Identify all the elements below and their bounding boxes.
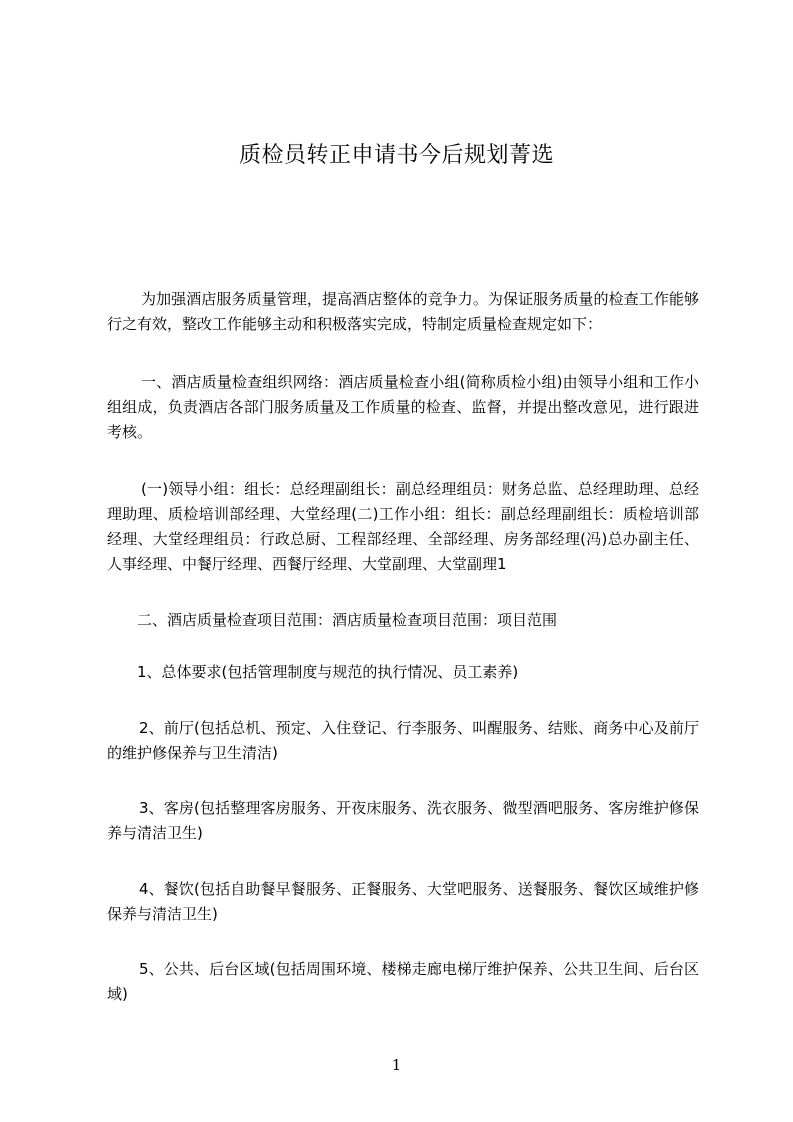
- paragraph-intro: 为加强酒店服务质量管理，提高酒店整体的竞争力。为保证服务质量的检查工作能够行之有效，整改工作能够主动和积极落实完成，特制定质量检查规定如下：: [107, 290, 699, 333]
- document-title: 质检员转正申请书今后规划菁选: [238, 143, 554, 168]
- paragraph-section-1: 一、酒店质量检查组织网络：酒店质量检查小组(简称质检小组)由领导小组和工作小组组成，负责酒店各部门服务质量及工作质量的检查、监督，并提出整改意见，进行跟进考核。: [107, 373, 699, 441]
- list-item-5: 5、公共、后台区域(包括周围环境、楼梯走廊电梯厅维护保养、公共卫生间、后台区域): [107, 960, 699, 1003]
- page-number: 1: [391, 1056, 402, 1074]
- list-item-3: 3、客房(包括整理客房服务、开夜床服务、洗衣服务、微型酒吧服务、客房维护修保养与清洁卫生): [107, 799, 699, 842]
- list-item-1: 1、总体要求(包括管理制度与规范的执行情况、员工素养): [137, 663, 519, 681]
- list-item-2: 2、前厅(包括总机、预定、入住登记、行李服务、叫醒服务、结账、商务中心及前厅的维护修保养与卫生清洁): [107, 719, 699, 762]
- paragraph-section-2: 二、酒店质量检查项目范围：酒店质量检查项目范围：项目范围: [137, 611, 558, 629]
- list-item-4: 4、餐饮(包括自助餐早餐服务、正餐服务、大堂吧服务、送餐服务、餐饮区域维护修保养与清洁卫生): [107, 880, 699, 923]
- paragraph-groups: (一)领导小组：组长：总经理副组长：副总经理组员：财务总监、总经理助理、总经理助理、质检培训部经理、大堂经理(二)工作小组：组长：副总经理副组长：质检培训部经理、大堂经理组员：行政总厨、工程部经理、全部经理、房务部经理(冯)总办副主任、人事经理、中餐厅经理、西餐厅经理、大堂副理、大堂副理1: [107, 480, 699, 573]
